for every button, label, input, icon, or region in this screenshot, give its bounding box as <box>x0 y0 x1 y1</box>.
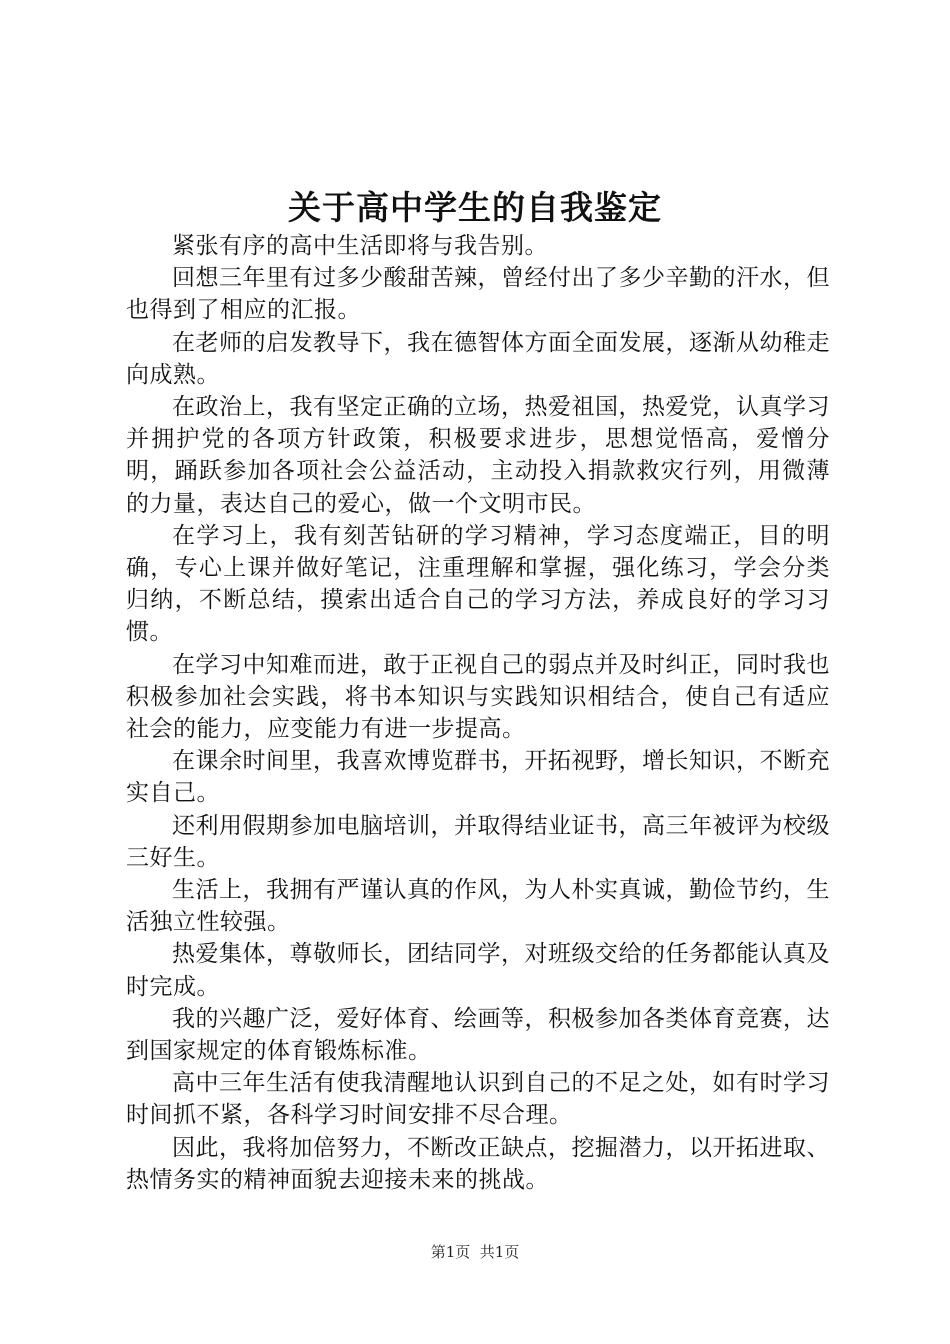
paragraph: 在老师的启发教导下，我在德智体方面全面发展，逐渐从幼稚走向成熟。 <box>126 329 830 388</box>
paragraph: 回想三年里有过多少酸甜苦辣，曾经付出了多少辛勤的汗水，但也得到了相应的汇报。 <box>126 265 830 324</box>
paragraph: 在政治上，我有坚定正确的立场，热爱祖国，热爱党，认真学习并拥护党的各项方针政策，积极要求进步，思想觉悟高，爱憎分明，踊跃参加各项社会公益活动，主动投入捐款救灾行列，用微薄的力量，表达自己的爱心，做一个文明市民。 <box>126 394 830 517</box>
paragraph: 生活上，我拥有严谨认真的作风，为人朴实真诚，勤俭节约，生活独立性较强。 <box>126 877 830 936</box>
paragraph: 热爱集体，尊敬师长，团结同学，对班级交给的任务都能认真及时完成。 <box>126 941 830 1000</box>
paragraph: 在课余时间里，我喜欢博览群书，开拓视野，增长知识，不断充实自己。 <box>126 748 830 807</box>
paragraph: 因此，我将加倍努力，不断改正缺点，挖掘潜力，以开拓进取、热情务实的精神面貌去迎接未来的挑战。 <box>126 1134 830 1193</box>
document-body <box>126 230 830 1196</box>
paragraph: 紧张有序的高中生活即将与我告别。 <box>172 233 548 259</box>
paragraph: 我的兴趣广泛，爱好体育、绘画等，积极参加各类体育竞赛，达到国家规定的体育锻炼标准。 <box>126 1005 830 1065</box>
paragraph: 在学习上，我有刻苦钻研的学习精神，学习态度端正，目的明确，专心上课并做好笔记，注重理解和掌握，强化练习，学会分类归纳，不断总结，摸索出适合自己的学习方法，养成良好的学习习惯。 <box>126 522 830 646</box>
document-title: 关于高中学生的自我鉴定 <box>288 188 662 227</box>
paragraph: 高中三年生活有使我清醒地认识到自己的不足之处，如有时学习时间抓不紧，各科学习时间安排不尽合理。 <box>126 1070 830 1129</box>
paragraph: 还利用假期参加电脑培训，并取得结业证书，高三年被评为校级三好生。 <box>126 812 830 871</box>
page-footer: 第1页 共1页 <box>430 1243 520 1261</box>
paragraph: 在学习中知难而进，敢于正视自己的弱点并及时纠正，同时我也积极参加社会实践，将书本知识与实践知识相结合，使自己有适应社会的能力，应变能力有进一步提高。 <box>126 651 830 743</box>
